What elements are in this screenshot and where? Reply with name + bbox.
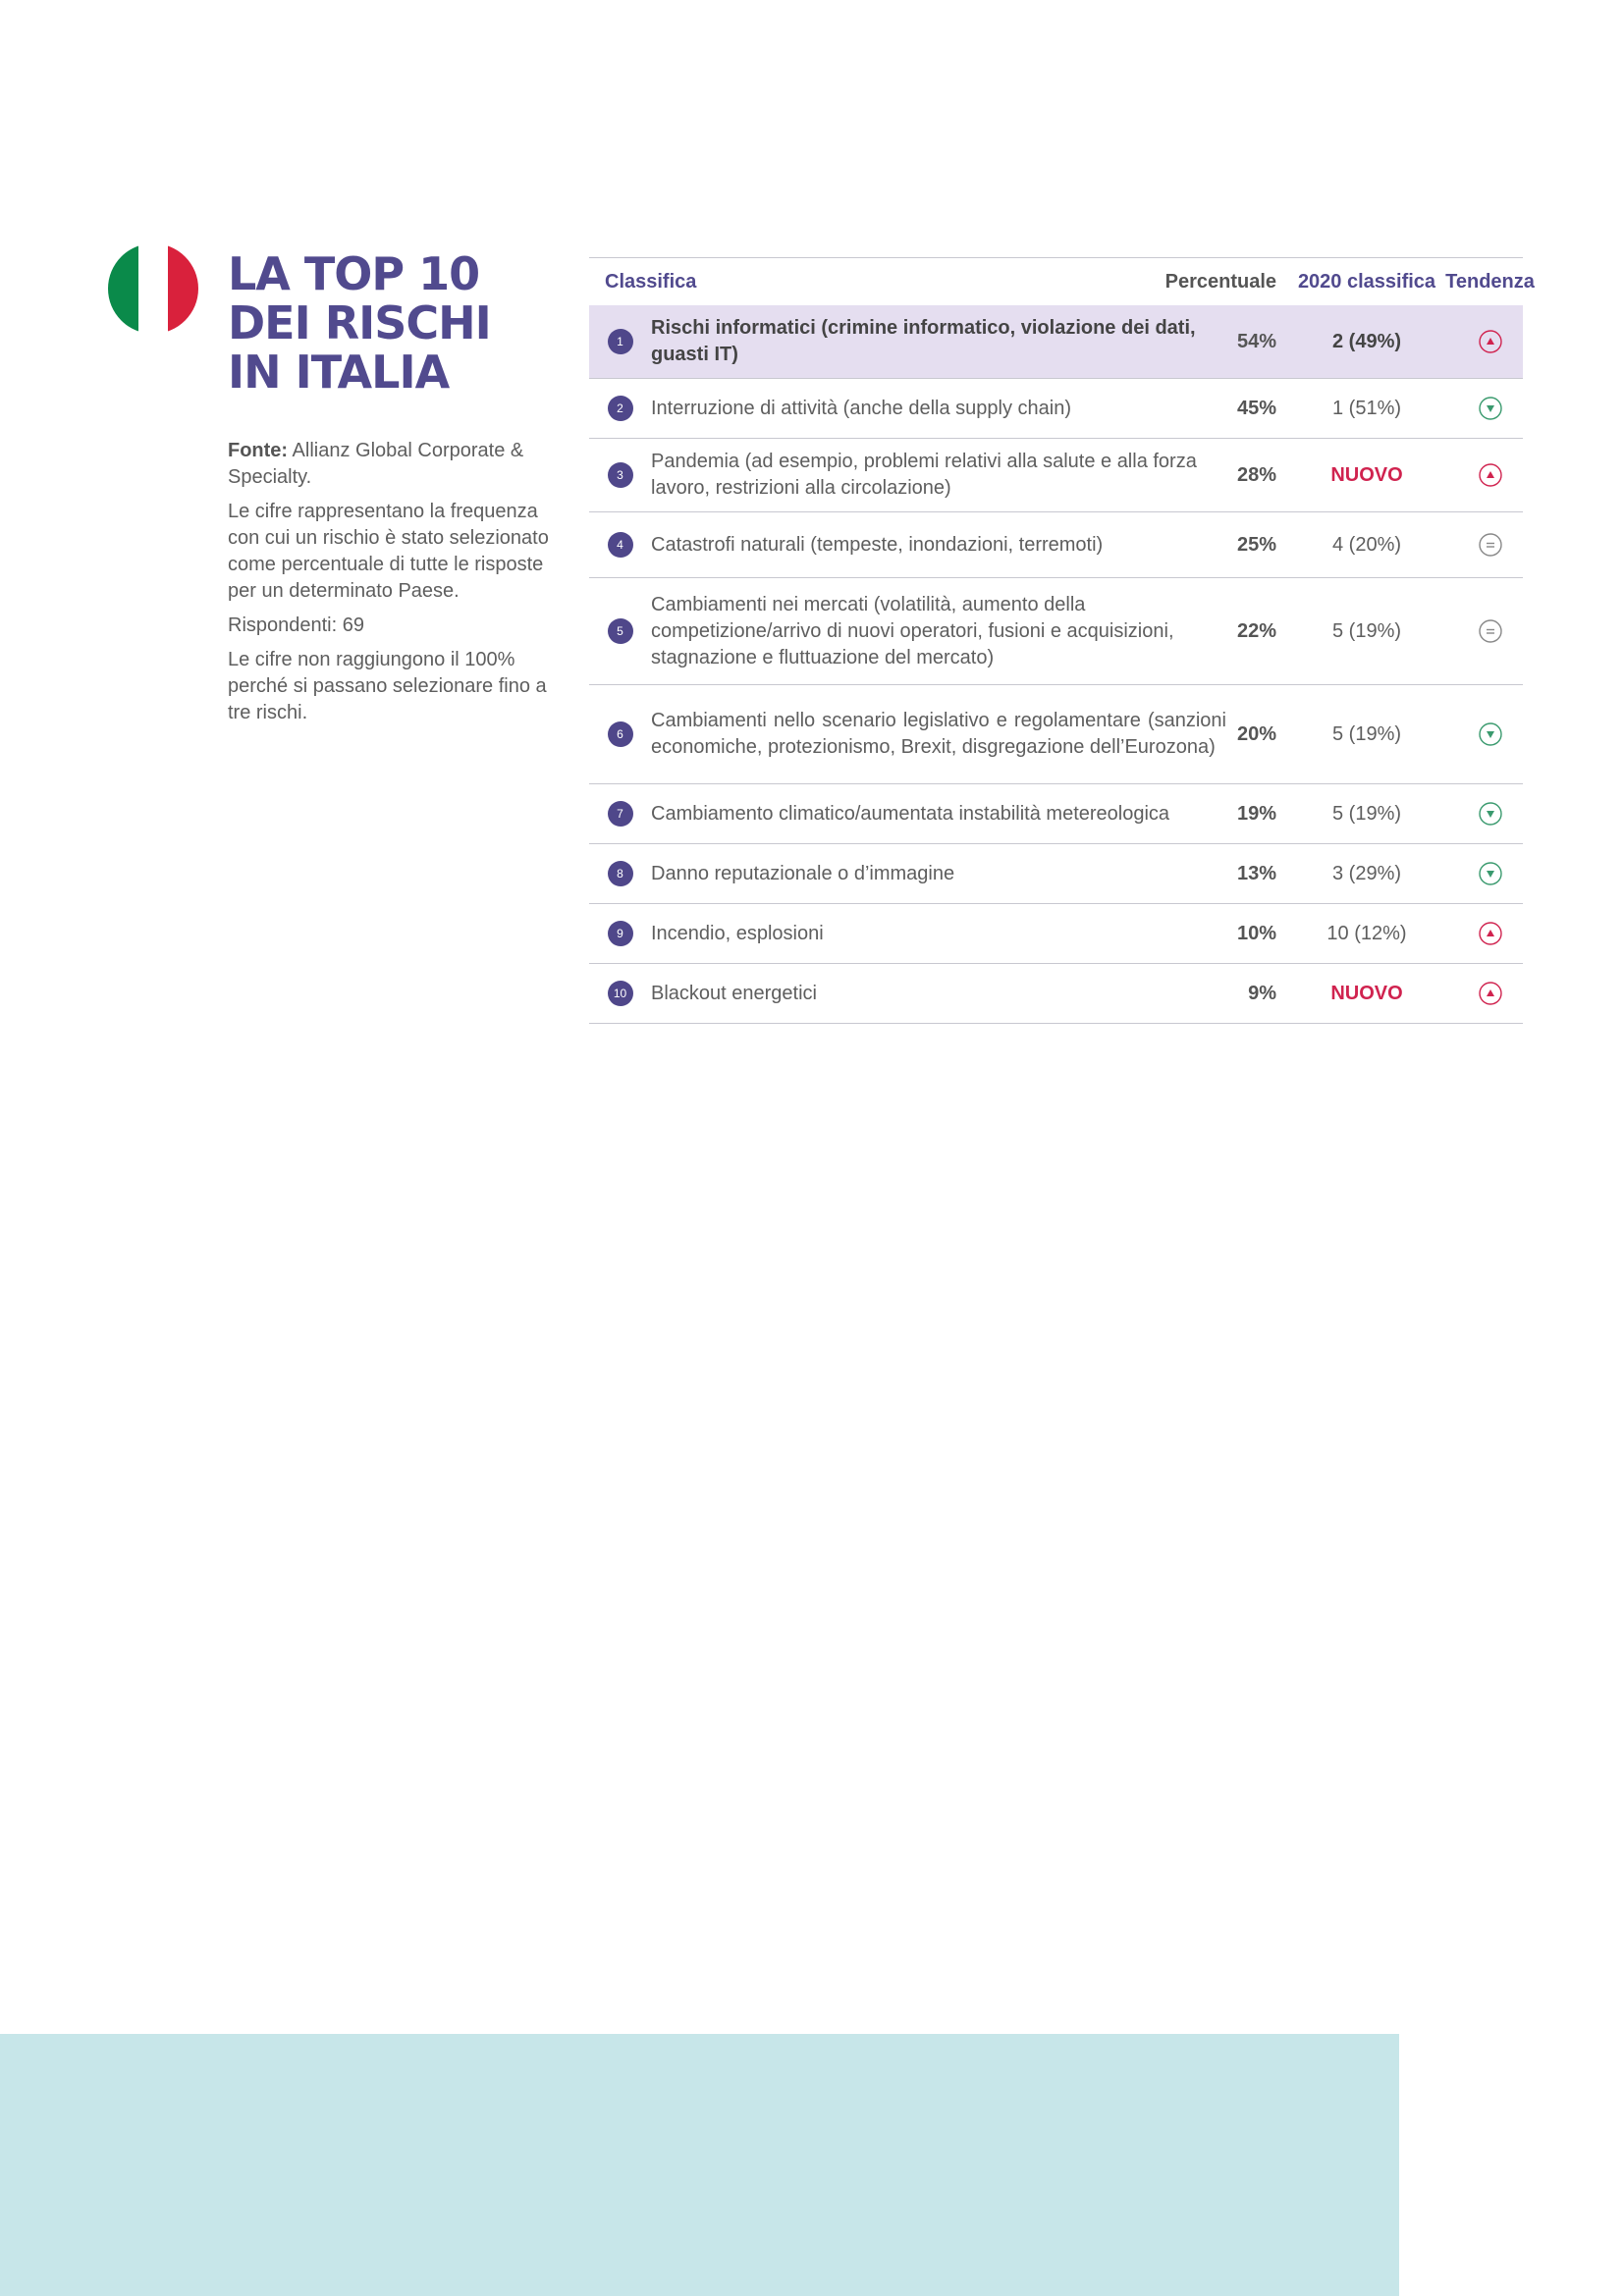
equal-trend-icon [1478, 618, 1503, 644]
percentage: 54% [1236, 330, 1276, 352]
table-row [589, 964, 1523, 1024]
trend-cell [1457, 801, 1523, 827]
page-title: LA TOP 10 DEI RISCHI IN ITALIA [228, 247, 491, 399]
risk-table [589, 257, 1535, 1024]
header-rank: Classifica [605, 270, 697, 293]
rank-2020: 5 (19%) [1331, 802, 1402, 825]
rank-2020: 5 (19%) [1331, 619, 1402, 642]
header-percentage [1164, 270, 1276, 294]
rank-badge: 7 [608, 801, 633, 827]
trend-cell [1457, 329, 1523, 354]
equal-trend-icon [1478, 532, 1503, 558]
source-note [228, 438, 552, 491]
header-percentage-label: Percentuale [1164, 270, 1276, 293]
trend-cell [1457, 396, 1523, 421]
percentage: 20% [1236, 722, 1276, 745]
rank-badge: 1 [608, 329, 633, 354]
description-note: Le cifre rappresentano la frequenza con cui un rischio è stato selezionato come percentuale di tutte le risposte per un determinato Paese. [228, 501, 549, 602]
table-row [589, 904, 1523, 964]
percentage: 9% [1248, 982, 1276, 1004]
up-trend-icon [1478, 921, 1503, 946]
rank-2020: NUOVO [1330, 982, 1403, 1004]
rank-cell [589, 329, 651, 354]
risk-name: Cambiamenti nello scenario legislativo e regolamentare (sanzioni economiche, protezionismo, Brexit, disgregazione dell’Eurozona) [651, 710, 1226, 758]
risk-name: Incendio, esplosioni [651, 922, 824, 944]
rank-cell [589, 921, 651, 946]
up-trend-icon [1478, 981, 1503, 1006]
risk-name: Interruzione di attività (anche della supply chain) [651, 397, 1072, 419]
percentage: 13% [1236, 862, 1276, 884]
risk-name: Cambiamenti nei mercati (volatilità, aumento della competizione/arrivo di nuovi operatori, fusioni e acquisizioni, stagnazione e fluttuazione del mercato) [651, 593, 1174, 668]
rank-2020: NUOVO [1330, 463, 1403, 486]
respondents-note: Rispondenti: 69 [228, 614, 364, 636]
rank-badge: 8 [608, 861, 633, 886]
rank-cell [589, 861, 651, 886]
rank-badge: 4 [608, 532, 633, 558]
table-row [589, 784, 1523, 844]
italy-flag-icon [108, 243, 198, 334]
rank-cell [589, 532, 651, 558]
header-2020-rank: 2020 classifica [1297, 270, 1436, 293]
risk-name: Rischi informatici (crimine informatico, violazione dei dati, guasti IT) [651, 317, 1196, 365]
down-trend-icon [1478, 396, 1503, 421]
percentage: 28% [1236, 463, 1276, 486]
rank-cell [589, 462, 651, 488]
trend-cell [1457, 462, 1523, 488]
trend-cell [1457, 532, 1523, 558]
table-row [589, 685, 1523, 784]
rank-cell [589, 721, 651, 747]
rank-badge: 10 [608, 981, 633, 1006]
rank-2020: 1 (51%) [1331, 397, 1402, 419]
rank-2020: 4 (20%) [1331, 533, 1402, 556]
rank-cell [589, 396, 651, 421]
risk-name: Pandemia (ad esempio, problemi relativi alla salute e alla forza lavoro, restrizioni alla circolazione) [651, 451, 1197, 499]
source-label: Fonte: [228, 440, 289, 461]
rank-badge: 9 [608, 921, 633, 946]
table-row [589, 578, 1523, 685]
percentage: 22% [1236, 619, 1276, 642]
notes [228, 438, 552, 734]
rank-cell [589, 981, 651, 1006]
rank-badge: 2 [608, 396, 633, 421]
table-row [589, 512, 1523, 578]
risk-name: Catastrofi naturali (tempeste, inondazioni, terremoti) [651, 533, 1104, 556]
rank-badge: 3 [608, 462, 633, 488]
rank-2020: 3 (29%) [1331, 862, 1402, 884]
rank-badge: 6 [608, 721, 633, 747]
rank-2020: 5 (19%) [1331, 722, 1402, 745]
rank-cell [589, 618, 651, 644]
footer-band [0, 2034, 1399, 2296]
percentage: 10% [1236, 922, 1276, 944]
rank-cell [589, 801, 651, 827]
table-row [589, 844, 1523, 904]
table-row [589, 305, 1523, 379]
risk-name: Cambiamento climatico/aumentata instabilità metereologica [651, 802, 1170, 825]
table-header [589, 258, 1535, 305]
percentage: 19% [1236, 802, 1276, 825]
down-trend-icon [1478, 861, 1503, 886]
table-row [589, 379, 1523, 439]
risk-name: Blackout energetici [651, 982, 817, 1004]
percentage: 45% [1236, 397, 1276, 419]
header-trend: Tendenza [1445, 270, 1535, 293]
risk-name: Danno reputazionale o d’immagine [651, 862, 955, 884]
up-trend-icon [1478, 462, 1503, 488]
trend-cell [1457, 861, 1523, 886]
rank-2020: 2 (49%) [1331, 330, 1402, 352]
rank-2020: 10 (12%) [1326, 922, 1407, 944]
trend-cell [1457, 981, 1523, 1006]
table-body [589, 305, 1523, 1024]
percentage: 25% [1236, 533, 1276, 556]
trend-cell [1457, 618, 1523, 644]
table-row [589, 439, 1523, 512]
trend-cell [1457, 721, 1523, 747]
rank-badge: 5 [608, 618, 633, 644]
down-trend-icon [1478, 801, 1503, 827]
trend-cell [1457, 921, 1523, 946]
source-text: Allianz Global Corporate & Specialty. [228, 440, 524, 488]
up-trend-icon [1478, 329, 1503, 354]
footnote: Le cifre non raggiungono il 100% perché si passano selezionare fino a tre rischi. [228, 649, 547, 723]
down-trend-icon [1478, 721, 1503, 747]
